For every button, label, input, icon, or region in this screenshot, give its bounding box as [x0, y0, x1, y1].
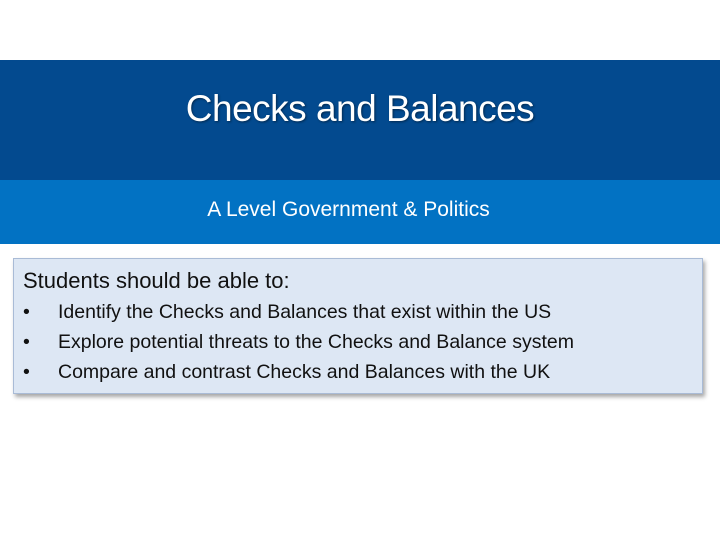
objective-text: Explore potential threats to the Checks and Balance system — [58, 331, 574, 353]
bullet-icon: • — [23, 301, 30, 323]
objectives-list — [23, 297, 692, 387]
slide-subtitle: A Level Government & Politics — [207, 198, 490, 221]
objective-text: Compare and contrast Checks and Balances with the UK — [58, 361, 551, 383]
bullet-icon: • — [23, 361, 30, 383]
objectives-heading: Students should be able to: — [23, 268, 290, 293]
slide-title: Checks and Balances — [185, 88, 535, 129]
objective-text: Identify the Checks and Balances that exist within the US — [58, 301, 552, 323]
learning-objectives-box — [13, 258, 703, 394]
objective-item — [23, 357, 692, 387]
bullet-icon: • — [23, 331, 30, 353]
objective-item — [23, 327, 692, 357]
objective-item — [23, 297, 692, 327]
